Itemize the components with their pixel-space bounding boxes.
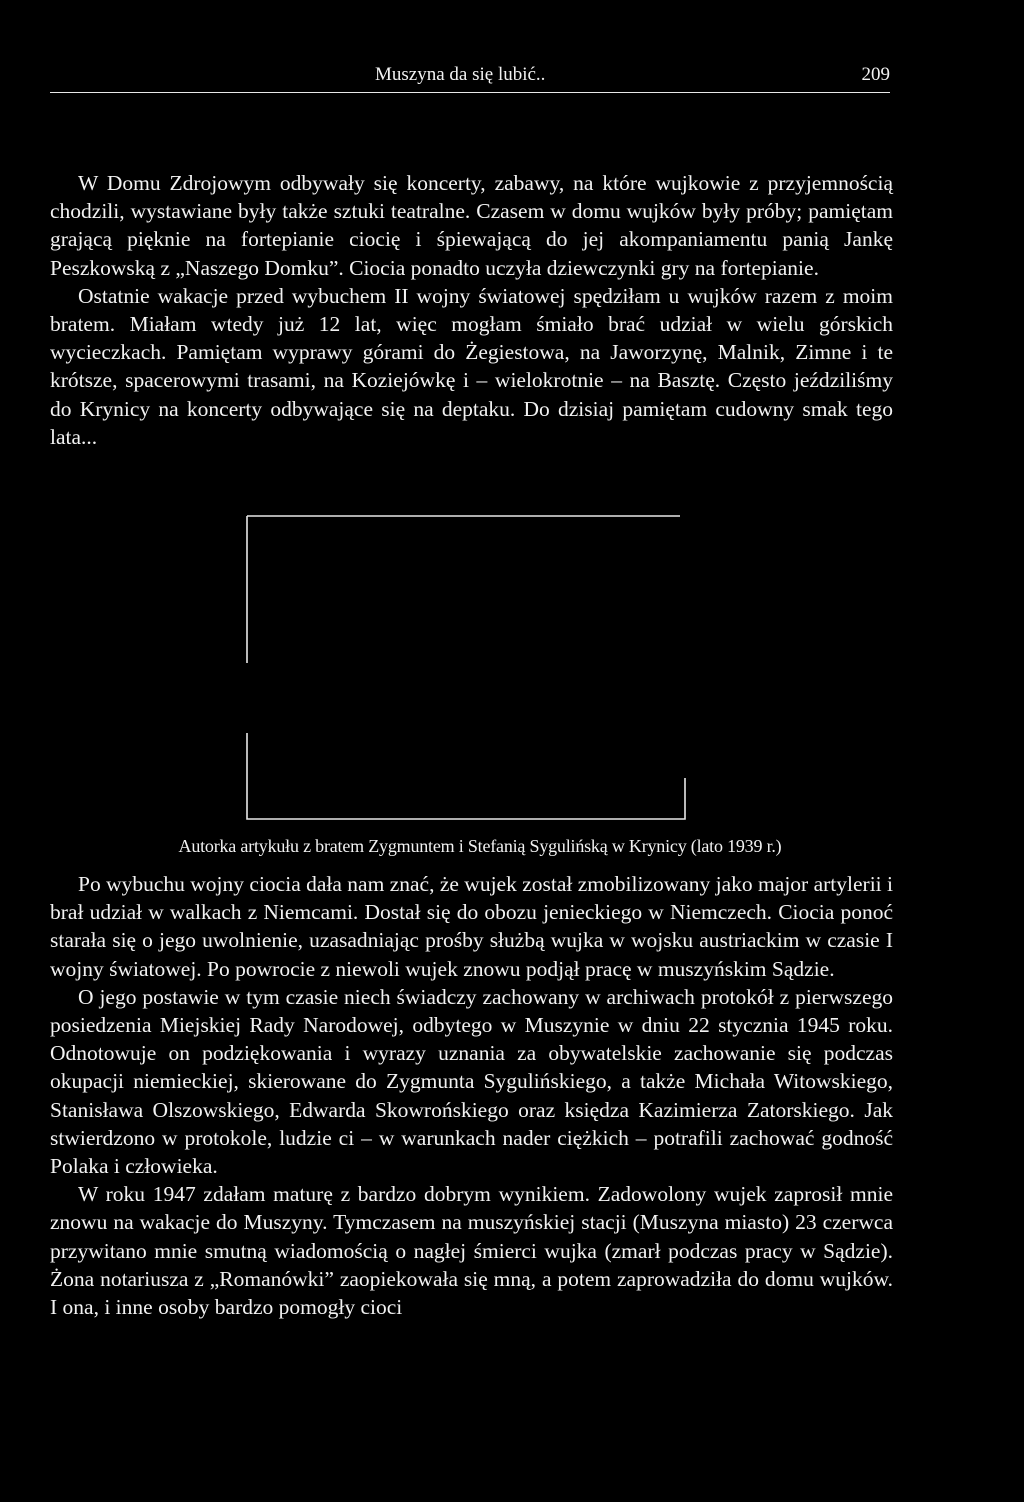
photo-outline (244, 513, 689, 828)
paragraph: W Domu Zdrojowym odbywały się koncerty, zabawy, na które wujkowie z przyjemnością chodzili, wystawiane były także sztuki teatralne. Czasem w domu wujków były próby; pamiętam grającą pięknie na fortepianie ciocię i śpiewającą do jej akompaniamentu panią Jankę Peszkowską z „Naszego Domku”. Ciocia ponadto uczyła dziewczynki gry na fortepianie. (50, 171, 893, 280)
photo-caption: Autorka artykułu z bratem Zygmuntem i Stefanią Sygulińską w Krynicy (lato 1939 r.) (178, 836, 782, 856)
paragraph: Po wybuchu wojny ciocia dała nam znać, że wujek został zmobilizowany jako major artylerii i brał udział w walkach z Niemcami. Dostał się do obozu jenieckiego w Niemczech. Ciocia ponoć starała się o jego uwolnienie, uzasadniając prośby służbą wujka w wojsku austriackim w czasie I wojny światowej. Po powrocie z niewoli wujek znowu podjął pracę w muszyńskim Sądzie. (50, 872, 893, 981)
running-title: Muszyna da się lubić.. (375, 64, 546, 85)
running-header (50, 62, 890, 93)
paragraph: O jego postawie w tym czasie niech świadczy zachowany w archiwach protokół z pierwszego posiedzenia Miejskiej Rady Narodowej, odbytego w Muszynie w dniu 22 stycznia 1945 roku. Odnotowuje on podziękowania i wyrazy uznania za obywatelskie zachowanie się podczas okupacji niemieckiej, skierowane do Zygmunta Sygulińskiego, a także Michała Witowskiego, Stanisława Olszowskiego, Edwarda Skowrońskiego oraz księdza Kazimierza Zatorskiego. Jak stwierdzono w protokole, ludzie ci – w warunkach nader ciężkich – potrafili zachować godność Polaka i człowieka. (50, 984, 893, 1179)
text-block-top (50, 169, 893, 451)
page-number: 209 (861, 64, 890, 85)
paragraph: Ostatnie wakacje przed wybuchem II wojny światowej spędziłam u wujków razem z moim bratem. Miałam wtedy już 12 lat, więc mogłam śmiało brać udział w wielu górskich wycieczkach. Pamiętam wyprawy górami do Żegiestowa, na Jaworzynę, Malnik, Zimne i te krótsze, spacerowymi trasami, na Koziejówkę i – wielokrotnie – na Basztę. Często jeździliśmy do Krynicy na koncerty odbywające się na deptaku. Do dzisiaj pamiętam cudowny smak tego lata... (50, 283, 893, 449)
text-block-bottom (50, 870, 893, 1321)
paragraph: W roku 1947 zdałam maturę z bardzo dobrym wynikiem. Zadowolony wujek zaprosił mnie znowu na wakacje do Muszyny. Tymczasem na muszyńskiej stacji (Muszyna miasto) 23 czerwca przywitano mnie smutną wiadomością o nagłej śmierci wujka (zmarł podczas pracy w Sądzie). Żona notariusza z „Romanówki” zaopiekowała się mną, a potem zaprowadziła do domu wujków. I ona, i inne osoby bardzo pomogły cioci (50, 1182, 893, 1320)
photo-frame (244, 513, 689, 828)
